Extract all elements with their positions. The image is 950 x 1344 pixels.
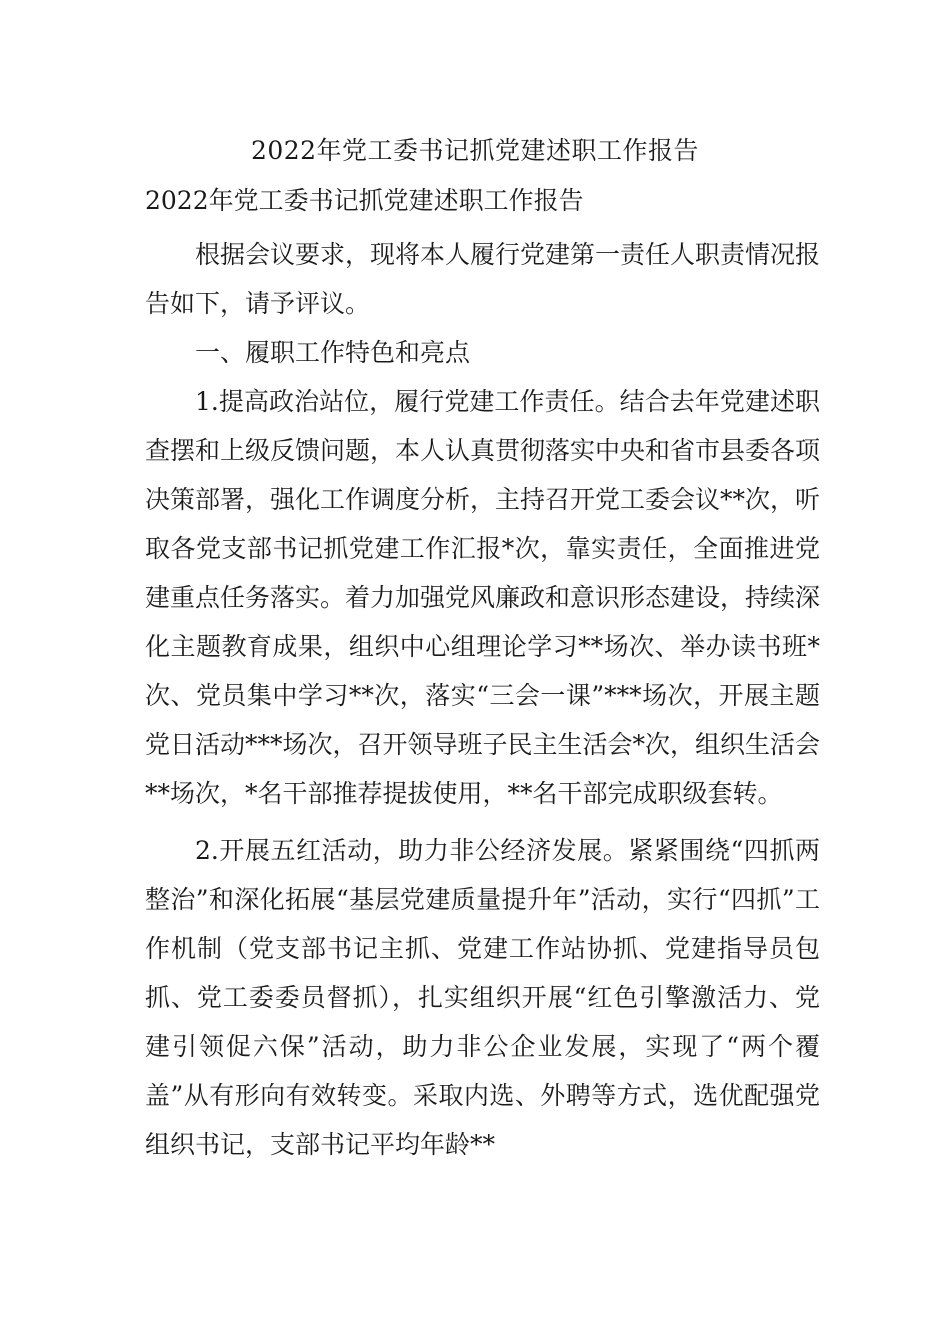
document-subtitle: 2022年党工委书记抓党建述职工作报告 [145,186,584,215]
document-title: 2022年党工委书记抓党建述职工作报告 [250,136,700,165]
paragraph-intro: 根据会议要求，现将本人履行党建第一责任人职责情况报告如下，请予评议。 [145,240,821,318]
paragraph-item-1: 1.提高政治站位，履行党建工作责任。结合去年党建述职查摆和上级反馈问题，本人认真贯彻落实中央和省市县委各项决策部署，强化工作调度分析，主持召开党工委会议**次，听取各党支部书记抓党建工作汇报*次，靠实责任，全面推进党建重点任务落实。着力加强党风廉政和意识形态建设，持续深化主题教育成果，组织中心组理论学习**场次、举办读书班*次、党员集中学习**次，落实“三会一课”***场次，开展主题党日活动***场次，召开领导班子民主生活会*次，组织生活会**场次，*名干部推荐提拔使用，**名干部完成职级套转。 [145,387,821,808]
paragraph-item-2: 2.开展五红活动，助力非公经济发展。紧紧围绕“四抓两整治”和深化拓展“基层党建质量提升年”活动，实行“四抓”工作机制（党支部书记主抓、党建工作站协抓、党建指导员包抓、党工委委员督抓），扎实组织开展“红色引擎激活力、党建引领促六保”活动，助力非公企业发展，实现了“两个覆盖”从有形向有效转变。采取内选、外聘等方式，选优配强党组织书记，支部书记平均年龄** [145,836,820,1159]
section-heading-1: 一、履职工作特色和亮点 [195,338,471,367]
document-body [145,230,820,1169]
